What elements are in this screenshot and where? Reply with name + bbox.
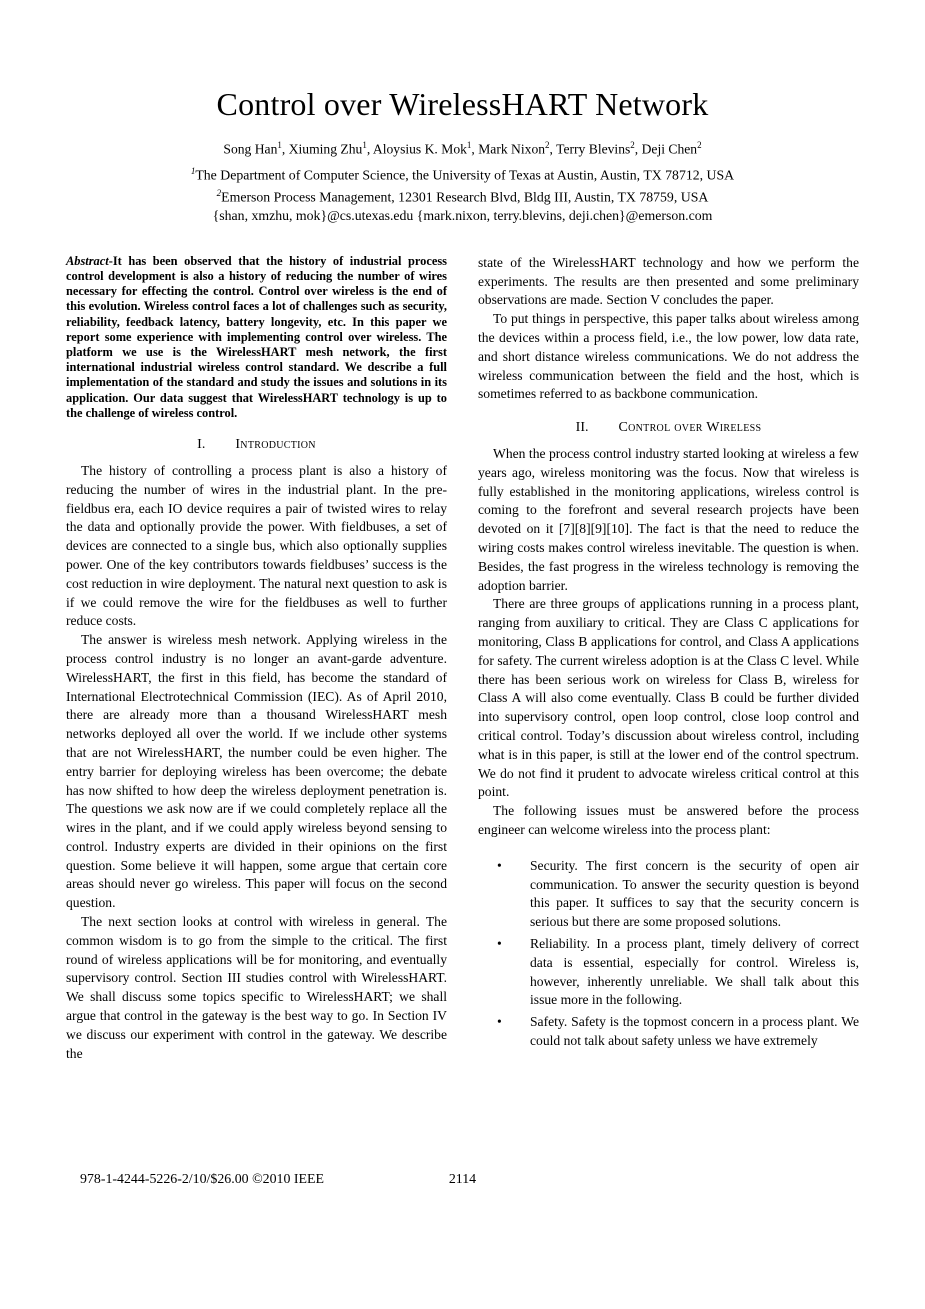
two-column-body	[0, 254, 925, 1064]
abstract	[66, 254, 447, 421]
body-paragraph: The following issues must be answered before the process engineer can welcome wireless into the process plant:	[478, 803, 859, 838]
left-column	[66, 254, 447, 1064]
author-emails: {shan, xmzhu, mok}@cs.utexas.edu {mark.nixon, terry.blevins, deji.chen}@emerson.com	[212, 207, 713, 223]
footer-copyright: 978-1-4244-5226-2/10/$26.00 ©2010 IEEE	[80, 1172, 324, 1187]
body-paragraph: The history of controlling a process plant is also a history of reducing the number of wires in the industrial plant. In the pre-fieldbus era, each IO device requires a pair of twisted wires to relay the data and optionally provide the power. With fieldbuses, a set of devices are connected to a single bus, which also optionally supplies power. One of the key contributors towards fieldbuses’ success is the cost reduction in wire deployment. The natural next question to ask is if we could remove the wire for the fieldbuses as well to further reduce costs.	[66, 462, 447, 629]
body-paragraph: The answer is wireless mesh network. Applying wireless in the process control industry is no longer an avant-garde adventure. WirelessHART, the first in this field, has become the standard of International Electrotechnical Commission (IEC). As of April 2010, there are already more than a thousand WirelessHART mesh networks deployed all over the world. If we include other systems that are not WirelessHART, the number could be even higher. The entry barrier for deploying wireless has been overcome; the debate has now shifted to how deep the wireless deployment penetration is. The questions we ask now are if we could completely replace all the wires in the plant, and if we could apply wireless beyond sensing to control. Industry experts are divided in their opinions on the first question. Some believe it will happen, some argue that certain core areas should never go wireless. This paper will focus on the second question.	[66, 632, 447, 911]
author-line: Song Han$^1$, Xiuming Zhu$^1$, Aloysius K. Mok$^1$, Mark Nixon$^2$, Terry Blevins$^2$, Deji Chen$^2$	[223, 140, 702, 157]
bullet-item: • Reliability. In a process plant, timely delivery of correct data is essential, especially for control. Wireless is, however, inherently unreliable. We shall talk about this issue more in the following.	[530, 935, 859, 1010]
right-column	[478, 254, 859, 1064]
affiliations	[0, 162, 925, 207]
affiliation-line: $^2$Emerson Process Management, 12301 Research Blvd, Bldg III, Austin, TX 78759, USA	[216, 188, 709, 205]
introduction-continued-paragraphs	[478, 254, 859, 404]
section-title: Control over Wireless	[618, 420, 762, 436]
body-paragraph: The next section looks at control with wireless in general. The common wisdom is to go from the simple to the critical. The first round of wireless applications will be for monitoring, and eventually supervisory control. Section III studies control with WirelessHART. We shall discuss some topics specific to WirelessHART; we shall argue that control in the gateway is the best way to go. In Section IV we discuss our experiment with control in the gateway. We describe the	[66, 914, 447, 1061]
section-number: I.	[197, 436, 206, 452]
affiliation-line: $^1$The Department of Computer Science, the University of Texas at Austin, Austin, TX 78712, USA	[190, 165, 735, 183]
bullet-item: • Security. The first concern is the security of open air communication. To answer the security question is beyond this paper. It suffices to say that the security concern is serious but there are some proposed solutions.	[530, 857, 859, 932]
body-paragraph: state of the WirelessHART technology and how we perform the experiments. The results are then presented and some preliminary observations are made. Section V concludes the paper.	[478, 254, 859, 308]
control-over-wireless-paragraphs	[478, 445, 859, 840]
section-heading-control-over-wireless	[478, 420, 859, 436]
section-title: Introduction	[235, 436, 316, 452]
body-paragraph: When the process control industry started looking at wireless a few years ago, wireless monitoring was the focus. Now that wireless is fully established in the monitoring applications, wireless control is coming to the forefront and several research projects have been devoted on it [7][8][9][10]. The fact is that the need to reduce the wiring costs makes control wireless inevitable. The question is when. Besides, the fast progress in the wireless technology is removing the adoption barrier.	[478, 446, 859, 593]
issues-bullet-list	[478, 857, 859, 1051]
section-number: II.	[575, 420, 589, 436]
paper-title: Control over WirelessHART Network	[216, 86, 709, 122]
page-footer	[0, 1172, 925, 1188]
footer-page-number: 2114	[448, 1172, 477, 1187]
abstract-text: -It has been observed that the history of industrial process control development is also a history of reducing the number of wires necessary for effecting the control. Control over wireless is the end of this evolution. Wireless control faces a lot of challenges such as security, reliability, feedback latency, battery longevity, etc. In this paper we report some experience with implementing control over wireless. The platform we use is the WirelessHART mesh network, the first international industrial wireless control standard. We describe a full implementation of the standard and study the issues and solutions in its application. Our data suggest that WirelessHART technology is up to the challenge of wireless control.	[66, 253, 447, 420]
section-heading-introduction	[66, 437, 447, 453]
abstract-label: Abstract	[66, 253, 109, 268]
introduction-paragraphs	[66, 462, 447, 1064]
bullet-item: • Safety. Safety is the topmost concern in a process plant. We could not talk about safety unless we have extremely	[530, 1013, 859, 1051]
body-paragraph: There are three groups of applications running in a process plant, ranging from auxiliary to critical. They are Class C applications for monitoring, Class B applications for control, and Class A applications for safety. The current wireless adoption is at the Class C level. While there has been serious work on wireless for Class B, wireless for Class A will also come eventually. Class B could be further divided into supervisory control, open loop control, close loop control and critical control. Today’s discussion about wireless control, including what is in this paper, is still at the lower end of the control spectrum. We do not find it prudent to advocate wireless critical control at this point.	[478, 596, 859, 800]
body-paragraph: To put things in perspective, this paper talks about wireless among the devices within a process field, i.e., the low power, low data rate, and short distance wireless communications. We do not address the wireless communication between the field and the host, which is sometimes referred to as backbone communication.	[478, 311, 859, 402]
